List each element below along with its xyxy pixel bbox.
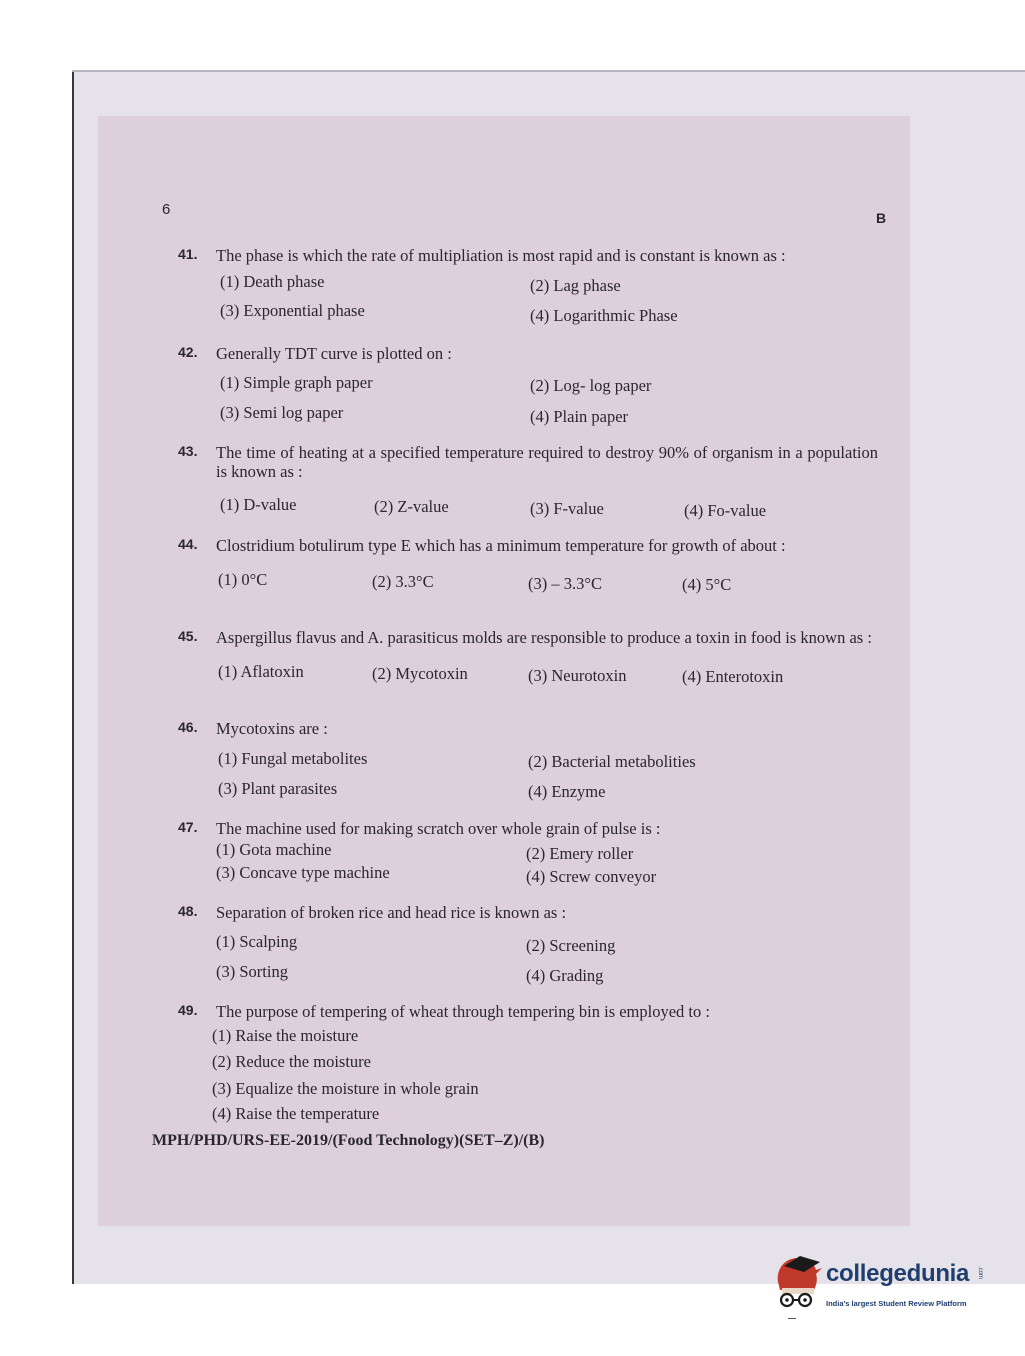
set-letter: B: [876, 210, 887, 226]
option-3: (3) Plant parasites: [218, 779, 338, 798]
scan-edge-top: [72, 70, 1025, 72]
option-3: (3) Equalize the moisture in whole grain: [212, 1079, 479, 1098]
option-2: (2) Log- log paper: [530, 376, 652, 395]
option-1: (1) Simple graph paper: [220, 373, 373, 392]
option-1: (1) Scalping: [216, 932, 298, 951]
option-1: (1) Death phase: [220, 272, 325, 291]
option-1: (1) Aflatoxin: [218, 662, 304, 681]
brand-name: collegedunia: [826, 1260, 970, 1287]
options: [216, 481, 878, 521]
question-44: [178, 536, 878, 595]
option-4: (4) Raise the temperature: [212, 1104, 380, 1123]
question-number: 45.: [178, 628, 198, 644]
options: [216, 838, 878, 888]
options: [212, 1021, 878, 1125]
question-text: Generally TDT curve is plotted on :: [216, 344, 452, 363]
option-2: (2) Z-value: [374, 497, 449, 516]
option-1: (1) Raise the moisture: [212, 1026, 359, 1045]
question-42: [178, 344, 878, 427]
question-text: The purpose of tempering of wheat through tempering bin is employed to :: [216, 1002, 710, 1021]
question-number: 49.: [178, 1002, 198, 1018]
question-text: Clostridium botulirum type E which has a minimum temperature for growth of about :: [216, 536, 786, 555]
option-2: (2) Screening: [526, 936, 616, 955]
question-text: The machine used for making scratch over whole grain of pulse is :: [216, 819, 661, 838]
option-2: (2) Lag phase: [530, 276, 621, 295]
option-2: (2) Emery roller: [526, 844, 634, 863]
question-41: [178, 246, 878, 325]
question-number: 46.: [178, 719, 198, 735]
option-3: (3) Sorting: [216, 962, 288, 981]
option-1: (1) Gota machine: [216, 840, 332, 859]
option-2: (2) 3.3°C: [372, 572, 434, 591]
question-number: 41.: [178, 246, 198, 262]
options: [216, 647, 878, 687]
options: [216, 738, 878, 802]
option-1: (1) 0°C: [218, 570, 268, 589]
option-4: (4) Plain paper: [530, 407, 629, 426]
options: [216, 265, 878, 325]
question-45: [178, 628, 878, 687]
question-number: 43.: [178, 443, 198, 459]
option-3: (3) Exponential phase: [220, 301, 365, 320]
question-48: [178, 903, 878, 986]
question-text: The phase is which the rate of multipliation is most rapid and is constant is known as :: [216, 246, 786, 265]
option-1: (1) Fungal metabolites: [218, 749, 368, 768]
scan-mark: [788, 1318, 796, 1319]
scan-edge-left: [72, 70, 74, 1284]
option-4: (4) Logarithmic Phase: [530, 306, 678, 325]
option-2: (2) Bacterial metabolities: [528, 752, 696, 771]
option-3: (3) Concave type machine: [216, 863, 390, 882]
question-number: 48.: [178, 903, 198, 919]
question-text: Separation of broken rice and head rice is known as :: [216, 903, 567, 922]
option-4: (4) Enterotoxin: [682, 667, 784, 686]
option-4: (4) Fo-value: [684, 501, 767, 520]
option-2: (2) Mycotoxin: [372, 664, 468, 683]
paper-code-footer: MPH/PHD/URS-EE-2019/(Food Technology)(SET–Z)/(B): [152, 1132, 545, 1149]
option-4: (4) Enzyme: [528, 782, 606, 801]
brand-suffix: .com: [977, 1266, 983, 1280]
question-46: [178, 719, 878, 802]
option-3: (3) – 3.3°C: [528, 574, 602, 593]
question-number: 42.: [178, 344, 198, 360]
mascot-icon: [770, 1252, 824, 1318]
collegedunia-watermark: [766, 1248, 998, 1320]
question-43: [178, 443, 878, 521]
question-text: The time of heating at a specified temperature required to destroy 90% of organism in a population is known as :: [216, 443, 878, 481]
question-number: 47.: [178, 819, 198, 835]
option-4: (4) Grading: [526, 966, 604, 985]
option-3: (3) F-value: [530, 499, 604, 518]
options: [216, 922, 878, 986]
options: [216, 363, 878, 427]
option-3: (3) Semi log paper: [220, 403, 344, 422]
option-3: (3) Neurotoxin: [528, 666, 627, 685]
option-2: (2) Reduce the moisture: [212, 1052, 371, 1071]
option-4: (4) Screw conveyor: [526, 867, 657, 886]
page-number: 6: [162, 201, 171, 218]
option-4: (4) 5°C: [682, 575, 732, 594]
question-49: [178, 1002, 878, 1125]
options: [216, 555, 878, 595]
question-text: Mycotoxins are :: [216, 719, 328, 738]
option-1: (1) D-value: [220, 495, 297, 514]
question-text: Aspergillus flavus and A. parasiticus molds are responsible to produce a toxin in food is known as :: [216, 628, 872, 647]
brand-tagline: India's largest Student Review Platform: [826, 1299, 967, 1308]
question-47: [178, 819, 878, 888]
question-number: 44.: [178, 536, 198, 552]
